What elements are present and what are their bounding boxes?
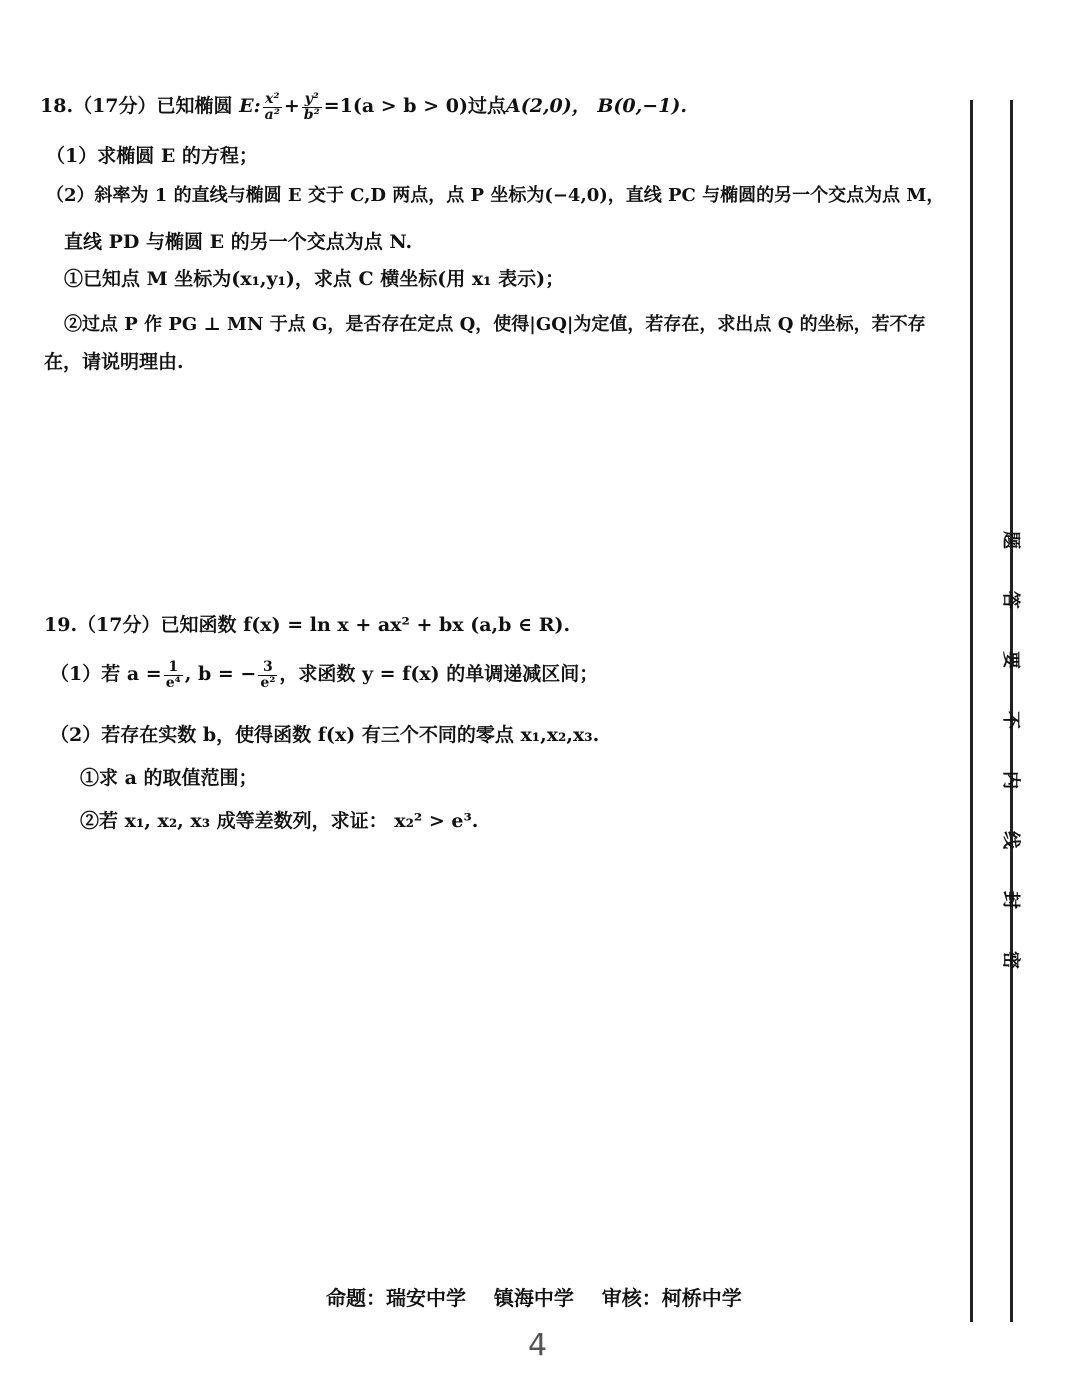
q19-stem: 19.（17分）已知函数 f(x) = ln x + ax² + bx (a,b ∈ R). [44, 614, 571, 636]
q19-part2: （2）若存在实数 b，使得函数 f(x) 有三个不同的零点 x₁,x₂,x₃. [50, 724, 600, 746]
seal-char: 密 [1000, 951, 1021, 969]
fraction-b-numerator: 3 [258, 660, 277, 676]
q18-sub2-line2: 在，请说明理由. [44, 351, 184, 373]
fraction-x [263, 92, 282, 122]
seal-char: 要 [1000, 651, 1021, 669]
seal-char: 内 [1000, 771, 1021, 789]
q19-sub2: ②若 x₁, x₂, x₃ 成等差数列，求证： x₂² > e³. [80, 810, 479, 832]
ellipse-label: E: [239, 95, 261, 118]
points-text: A(2,0)， B(0,−1). [505, 95, 687, 118]
q18-intro: 已知椭圆 [156, 95, 233, 118]
q18-part2-line2: 直线 PD 与椭圆 E 的另一个交点为点 N. [64, 231, 413, 253]
seal-char: 封 [1000, 891, 1021, 909]
fraction-a-denominator: e⁴ [165, 674, 181, 691]
q18-sub1: ①已知点 M 坐标为(x₁,y₁)，求点 C 横坐标(用 x₁ 表示)； [64, 268, 565, 290]
fraction-y-numerator: y² [302, 92, 322, 108]
fraction-b [258, 660, 277, 690]
seal-char: 线 [1000, 831, 1021, 849]
q19-part1-tail: ，求函数 y = f(x) 的单调递减区间； [279, 663, 599, 686]
q18-score: （17分） [73, 95, 157, 118]
equation-tail: =1(a > b > 0) [323, 95, 468, 118]
fraction-x-numerator: x² [263, 92, 282, 108]
q19-part1 [50, 660, 598, 690]
q18-part1: （1）求椭圆 E 的方程； [46, 145, 258, 167]
fraction-y [302, 92, 322, 122]
q19-part1-lead: （1）若 a = [50, 663, 162, 686]
q19-sub1: ①求 a 的取值范围； [80, 767, 258, 789]
fraction-b-denominator: e² [260, 674, 276, 691]
seal-char: 答 [1000, 591, 1021, 609]
fraction-a [164, 660, 183, 690]
q18-sub2-line1: ②过点 P 作 PG ⊥ MN 于点 G，是否存在定点 Q，使得|GQ|为定值，若存在，求出点 Q 的坐标，若不存 [64, 314, 926, 335]
seal-char: 题 [1000, 531, 1021, 549]
fraction-y-denominator: b² [303, 106, 320, 123]
fraction-a-numerator: 1 [164, 660, 183, 676]
plus-sign: + [283, 95, 300, 118]
q18-number: 18. [40, 95, 74, 118]
footer-credits: 命题：瑞安中学 镇海中学 审核：柯桥中学 [326, 1286, 742, 1310]
q19-part1-mid: , b = − [184, 663, 257, 686]
q18-part2-line1: （2）斜率为 1 的直线与椭圆 E 交于 C,D 两点，点 P 坐标为(−4,0)，直线 PC 与椭圆的另一个交点为点 M， [46, 185, 945, 206]
q18-stem [40, 92, 687, 122]
through-text: 过点 [467, 95, 506, 118]
fraction-x-denominator: a² [264, 106, 280, 123]
seal-line-notice [980, 510, 1021, 990]
seal-char: 不 [1000, 711, 1021, 729]
page-number: 4 [528, 1328, 548, 1363]
